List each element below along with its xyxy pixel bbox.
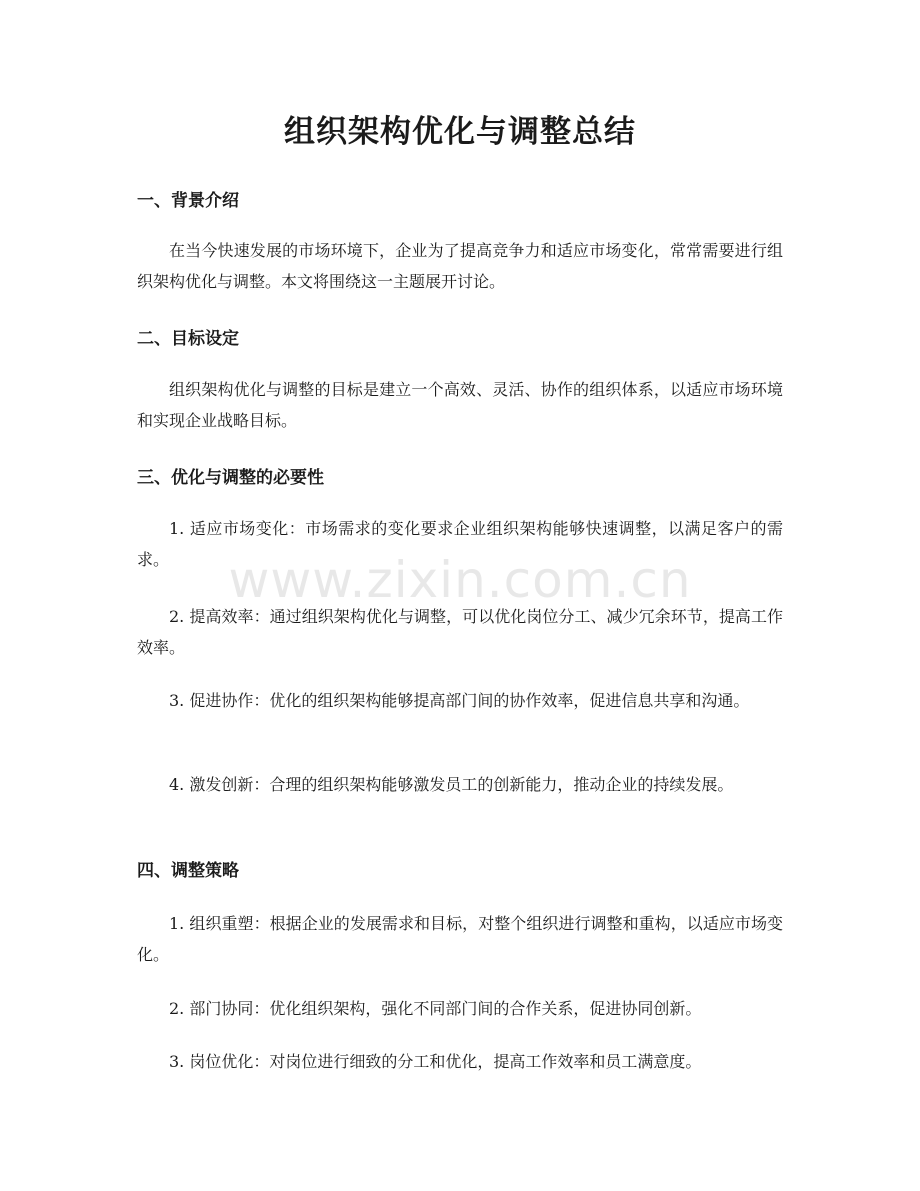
section-heading-background: 一、背景介绍 <box>137 191 239 211</box>
list-item-necessity-4: 4. 激发创新：合理的组织架构能够激发员工的创新能力，推动企业的持续发展。 <box>169 775 734 794</box>
list-item-necessity-3: 3. 促进协作：优化的组织架构能够提高部门间的协作效率，促进信息共享和沟通。 <box>169 691 750 710</box>
paragraph-goals: 组织架构优化与调整的目标是建立一个高效、灵活、协作的组织体系，以适应市场环境和实现企业战略目标。 <box>137 380 783 430</box>
watermark: www.zixin.com.cn <box>228 551 692 609</box>
list-item-strategy-3: 3. 岗位优化：对岗位进行细致的分工和优化，提高工作效率和员工满意度。 <box>169 1052 702 1071</box>
list-item-necessity-1: 1. 适应市场变化：市场需求的变化要求企业组织架构能够快速调整，以满足客户的需求。 <box>137 519 783 569</box>
document-title: 组织架构优化与调整总结 <box>284 114 636 150</box>
section-heading-strategy: 四、调整策略 <box>137 861 239 881</box>
paragraph-background: 在当今快速发展的市场环境下，企业为了提高竞争力和适应市场变化，常常需要进行组织架构优化与调整。本文将围绕这一主题展开讨论。 <box>137 241 783 291</box>
list-item-strategy-1: 1. 组织重塑：根据企业的发展需求和目标，对整个组织进行调整和重构，以适应市场变化。 <box>137 914 783 964</box>
section-heading-goals: 二、目标设定 <box>137 329 239 349</box>
list-item-strategy-2: 2. 部门协同：优化组织架构，强化不同部门间的合作关系，促进协同创新。 <box>169 999 702 1018</box>
section-heading-necessity: 三、优化与调整的必要性 <box>137 468 324 488</box>
list-item-necessity-2: 2. 提高效率：通过组织架构优化与调整，可以优化岗位分工、减少冗余环节，提高工作效率。 <box>137 607 783 657</box>
